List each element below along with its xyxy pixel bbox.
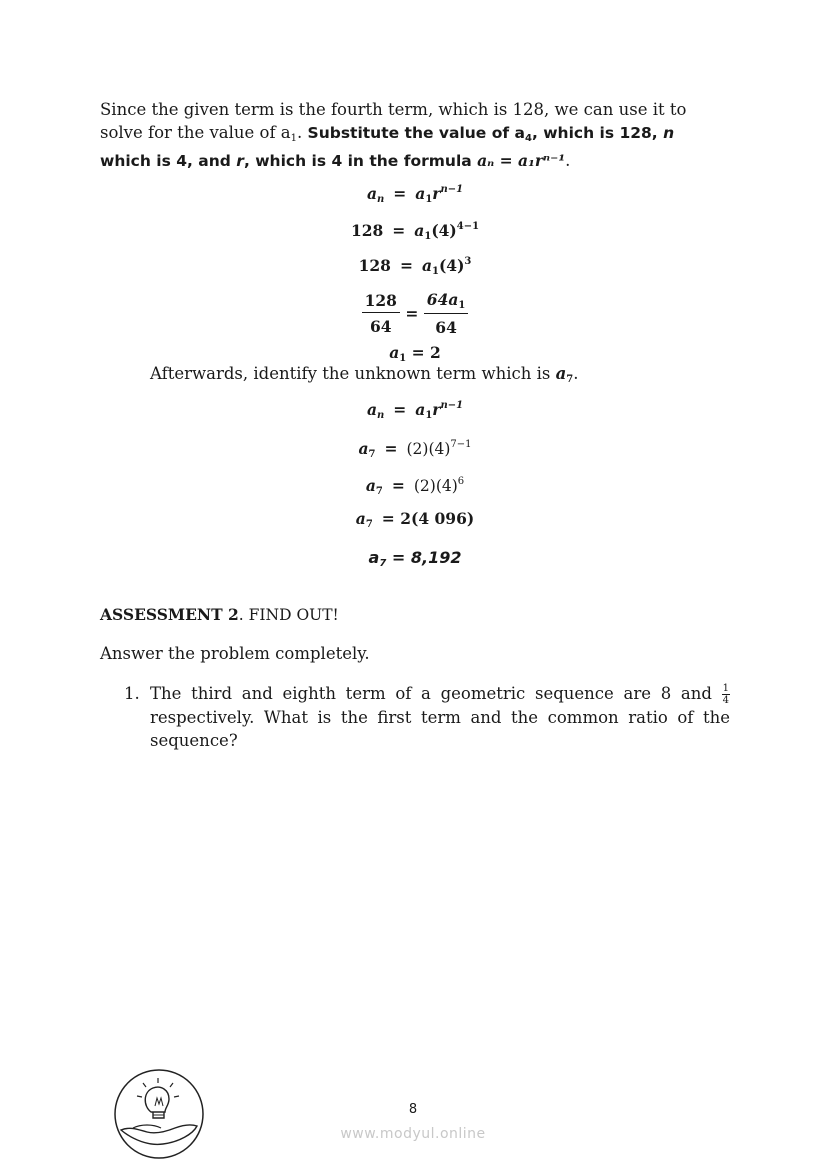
watermark: www.modyul.online <box>340 1126 486 1142</box>
bold-part-1: Substitute the value of a <box>307 123 525 142</box>
assessment-title-rest: . FIND OUT! <box>238 606 339 624</box>
fraction-right: $\frac{64a_1}{64}$ <box>424 290 469 337</box>
equation-a1-result: $a_1 = 2$ <box>389 343 441 364</box>
bold-part-4: , which is 4 in the formula <box>243 152 478 170</box>
bold-n: n <box>663 123 675 142</box>
equation-general-formula-2: $a_n = a_1r^{n-1}$ <box>366 400 464 421</box>
equation-a7-simplified: $a_7 = (2)(4)^6$ <box>365 476 465 497</box>
intro-text-2: . <box>297 122 308 142</box>
intro-period: . <box>565 151 571 170</box>
formula-inline: aₙ = a₁rⁿ⁻¹ <box>477 151 566 170</box>
equation-a7-answer: $a_7 = 8,192$ <box>368 548 462 569</box>
fraction-one-fourth: $\frac{1}{4}$ <box>722 683 729 706</box>
item-text: The third and eighth term of a geometric sequence are 8 and $\frac{1}{4}$ respectively. What is the first term and the common ratio of the sequence? <box>150 683 730 750</box>
equation-general-formula: $a_n = a_1r^{n-1}$ <box>366 184 464 205</box>
item-number: 1. <box>124 684 140 703</box>
equation-substituted: $128 = a_1(4)^{4-1}$ <box>350 221 480 242</box>
intro-paragraph <box>100 99 730 173</box>
list-item <box>124 682 730 752</box>
page-number: 8 <box>408 1102 418 1117</box>
equation-simplified: $128 = a_1(4)^3$ <box>358 256 472 277</box>
intro-text: Since the given term is the fourth term, which is 128, we can use it to solve for the value of a <box>100 100 687 142</box>
assessment-instruction: Answer the problem completely. <box>100 644 370 663</box>
equation-division: $\frac{128}{64}$ = $\frac{64a_1}{64}$ <box>250 290 580 337</box>
fraction-left: $\frac{128}{64}$ <box>362 291 400 336</box>
intro-sub: 1 <box>290 132 298 144</box>
equation-a7-product: $a_7 = 2(4$ 096) <box>355 509 475 530</box>
bold-r: r <box>236 152 244 170</box>
assessment-heading: ASSESSMENT 2. FIND OUT! <box>100 605 339 624</box>
equation-a7-substituted: $a_7 = (2)(4)^{7-1}$ <box>358 439 472 460</box>
bold-sub: 4 <box>524 132 532 144</box>
bold-part-2: , which is 128, <box>531 123 664 142</box>
afterwards-text: Afterwards, identify the unknown term which is $a_7$. <box>150 364 579 385</box>
bold-part-3: which is 4, and <box>100 152 237 170</box>
